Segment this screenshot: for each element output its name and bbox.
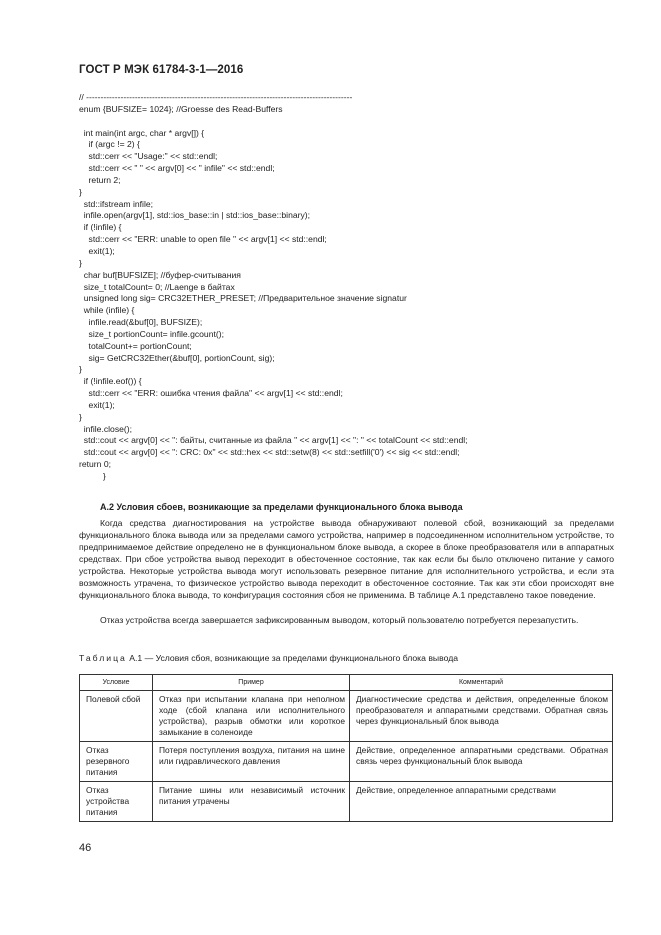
- code-line: }: [79, 364, 82, 375]
- code-line: }: [79, 186, 82, 197]
- table-cell-condition: Полевой сбой: [80, 691, 153, 742]
- document-header: ГОСТ Р МЭК 61784-3-1—2016: [79, 64, 244, 76]
- table-cell-comment: Диагностические средства и действия, определенные блоком преобразователя и аппаратными средствами. Обратная связь через функциональный блок вывода: [350, 691, 613, 742]
- conditions-table: [79, 674, 613, 822]
- code-line: enum {BUFSIZE= 1024}; //Groesse des Read-Buffers: [79, 103, 283, 114]
- code-line: std::cerr << " " << argv[0] << " infile" << std::endl;: [79, 163, 275, 174]
- code-line: if (!infile.eof()) {: [79, 376, 142, 387]
- table-caption-text: А.1 — Условия сбоя, возникающие за пределами функционального блока вывода: [126, 653, 459, 663]
- code-line: int main(int argc, char * argv[]) {: [79, 127, 205, 138]
- table-cell-condition: Отказ резервного питания: [80, 742, 153, 782]
- code-line: unsigned long sig= CRC32ETHER_PRESET; //Предварительное значение signatur: [79, 293, 407, 304]
- section-paragraph-2: Отказ устройства всегда завершается зафиксированным выводом, который пользователю потребуется перезапустить.: [100, 615, 579, 625]
- code-line: std::cerr << "ERR: unable to open file " << argv[1] << std::endl;: [79, 234, 327, 245]
- code-line: // ---------------------------------------------------------------------------------------------: [79, 92, 353, 102]
- table-row: [80, 691, 613, 742]
- code-line: std::cout << argv[0] << ": байты, считанные из файла " << argv[1] << ": " << totalCount << std::endl;: [79, 435, 468, 446]
- code-line: }: [79, 471, 106, 481]
- code-line: std::cout << argv[0] << ": CRC: 0x" << std::hex << std::setw(8) << std::setfill('0') << sig << std::endl;: [79, 447, 460, 458]
- table-cell-example: Отказ при испытании клапана при неполном ходе (сбой клапана или исполнительного устройства), разрыв обмотки или короткое замыкание в соленоиде: [153, 691, 350, 742]
- code-listing: [79, 92, 579, 483]
- code-line: }: [79, 257, 82, 268]
- page-number: 46: [79, 842, 92, 854]
- table-cell-example: Потеря поступления воздуха, питания на шине или гидравлического давления: [153, 742, 350, 782]
- table-header-example: Пример: [153, 675, 350, 691]
- table-cell-comment: Действие, определенное аппаратными средствами. Обратная связь через функциональный блок вывода: [350, 742, 613, 782]
- table-header-condition: Условие: [80, 675, 153, 691]
- code-line: sig= GetCRC32Ether(&buf[0], portionCount, sig);: [79, 352, 275, 363]
- table-cell-comment: Действие, определенное аппаратными средствами: [350, 782, 613, 822]
- table-row: [80, 782, 613, 822]
- table-cell-example: Питание шины или независимый источник питания утрачены: [153, 782, 350, 822]
- code-line: if (argc != 2) {: [79, 139, 140, 150]
- code-line: exit(1);: [79, 399, 115, 410]
- table-caption-prefix: Таблица: [79, 653, 127, 663]
- code-line: infile.close();: [79, 423, 133, 434]
- code-line: std::ifstream infile;: [79, 198, 154, 209]
- code-line: return 2;: [79, 174, 121, 185]
- section-title: А.2 Условия сбоев, возникающие за пределами функционального блока вывода: [100, 502, 463, 512]
- table-header-row: [80, 675, 613, 691]
- code-line: char buf[BUFSIZE]; //буфер-считывания: [79, 269, 241, 280]
- code-line: return 0;: [79, 459, 112, 470]
- section-paragraph-1: Когда средства диагностирования на устройстве вывода обнаруживают полевой сбой, возникающий за пределами функционального блока вывода или за пределами самого устройства, например в подсоединенном исполнительном устройстве, то предпринимаемое действие определено не в функциональном блоке вывода, а скорее в блоке преобразователя или в аппаратных средствах. При сбое устройства вывод переходит в обесточенное состояние, так как если бы было отключено питание у самого устройства. Некоторые устройства вывода могут использовать резервное питание для исполнительного устройства, и если эта возможность утрачена, то физическое устройство вывода переходит в обесточенное состояние. Так как эти сбои происходят вне функционального блока вывода, то конфигурация состояния сбоя не применима. В таблице А.1 представлено такое поведение.: [79, 518, 614, 600]
- code-line: totalCount+= portionCount;: [79, 340, 192, 351]
- code-line: while (infile) {: [79, 305, 135, 316]
- table-cell-condition: Отказ устройства питания: [80, 782, 153, 822]
- code-line: }: [79, 411, 82, 422]
- code-line: [79, 116, 579, 128]
- code-line: size_t totalCount= 0; //Laenge в байтах: [79, 281, 235, 292]
- table-caption: [79, 653, 458, 663]
- code-line: std::cerr << "Usage:" << std::endl;: [79, 151, 218, 162]
- table-row: [80, 742, 613, 782]
- code-line: infile.read(&buf[0], BUFSIZE);: [79, 317, 203, 328]
- code-line: exit(1);: [79, 245, 115, 256]
- code-line: infile.open(argv[1], std::ios_base::in | std::ios_base::binary);: [79, 210, 311, 221]
- code-line: size_t portionCount= infile.gcount();: [79, 328, 224, 339]
- code-line: if (!infile) {: [79, 222, 122, 233]
- code-line: std::cerr << "ERR: ошибка чтения файла" << argv[1] << std::endl;: [79, 388, 343, 399]
- table-header-comment: Комментарий: [350, 675, 613, 691]
